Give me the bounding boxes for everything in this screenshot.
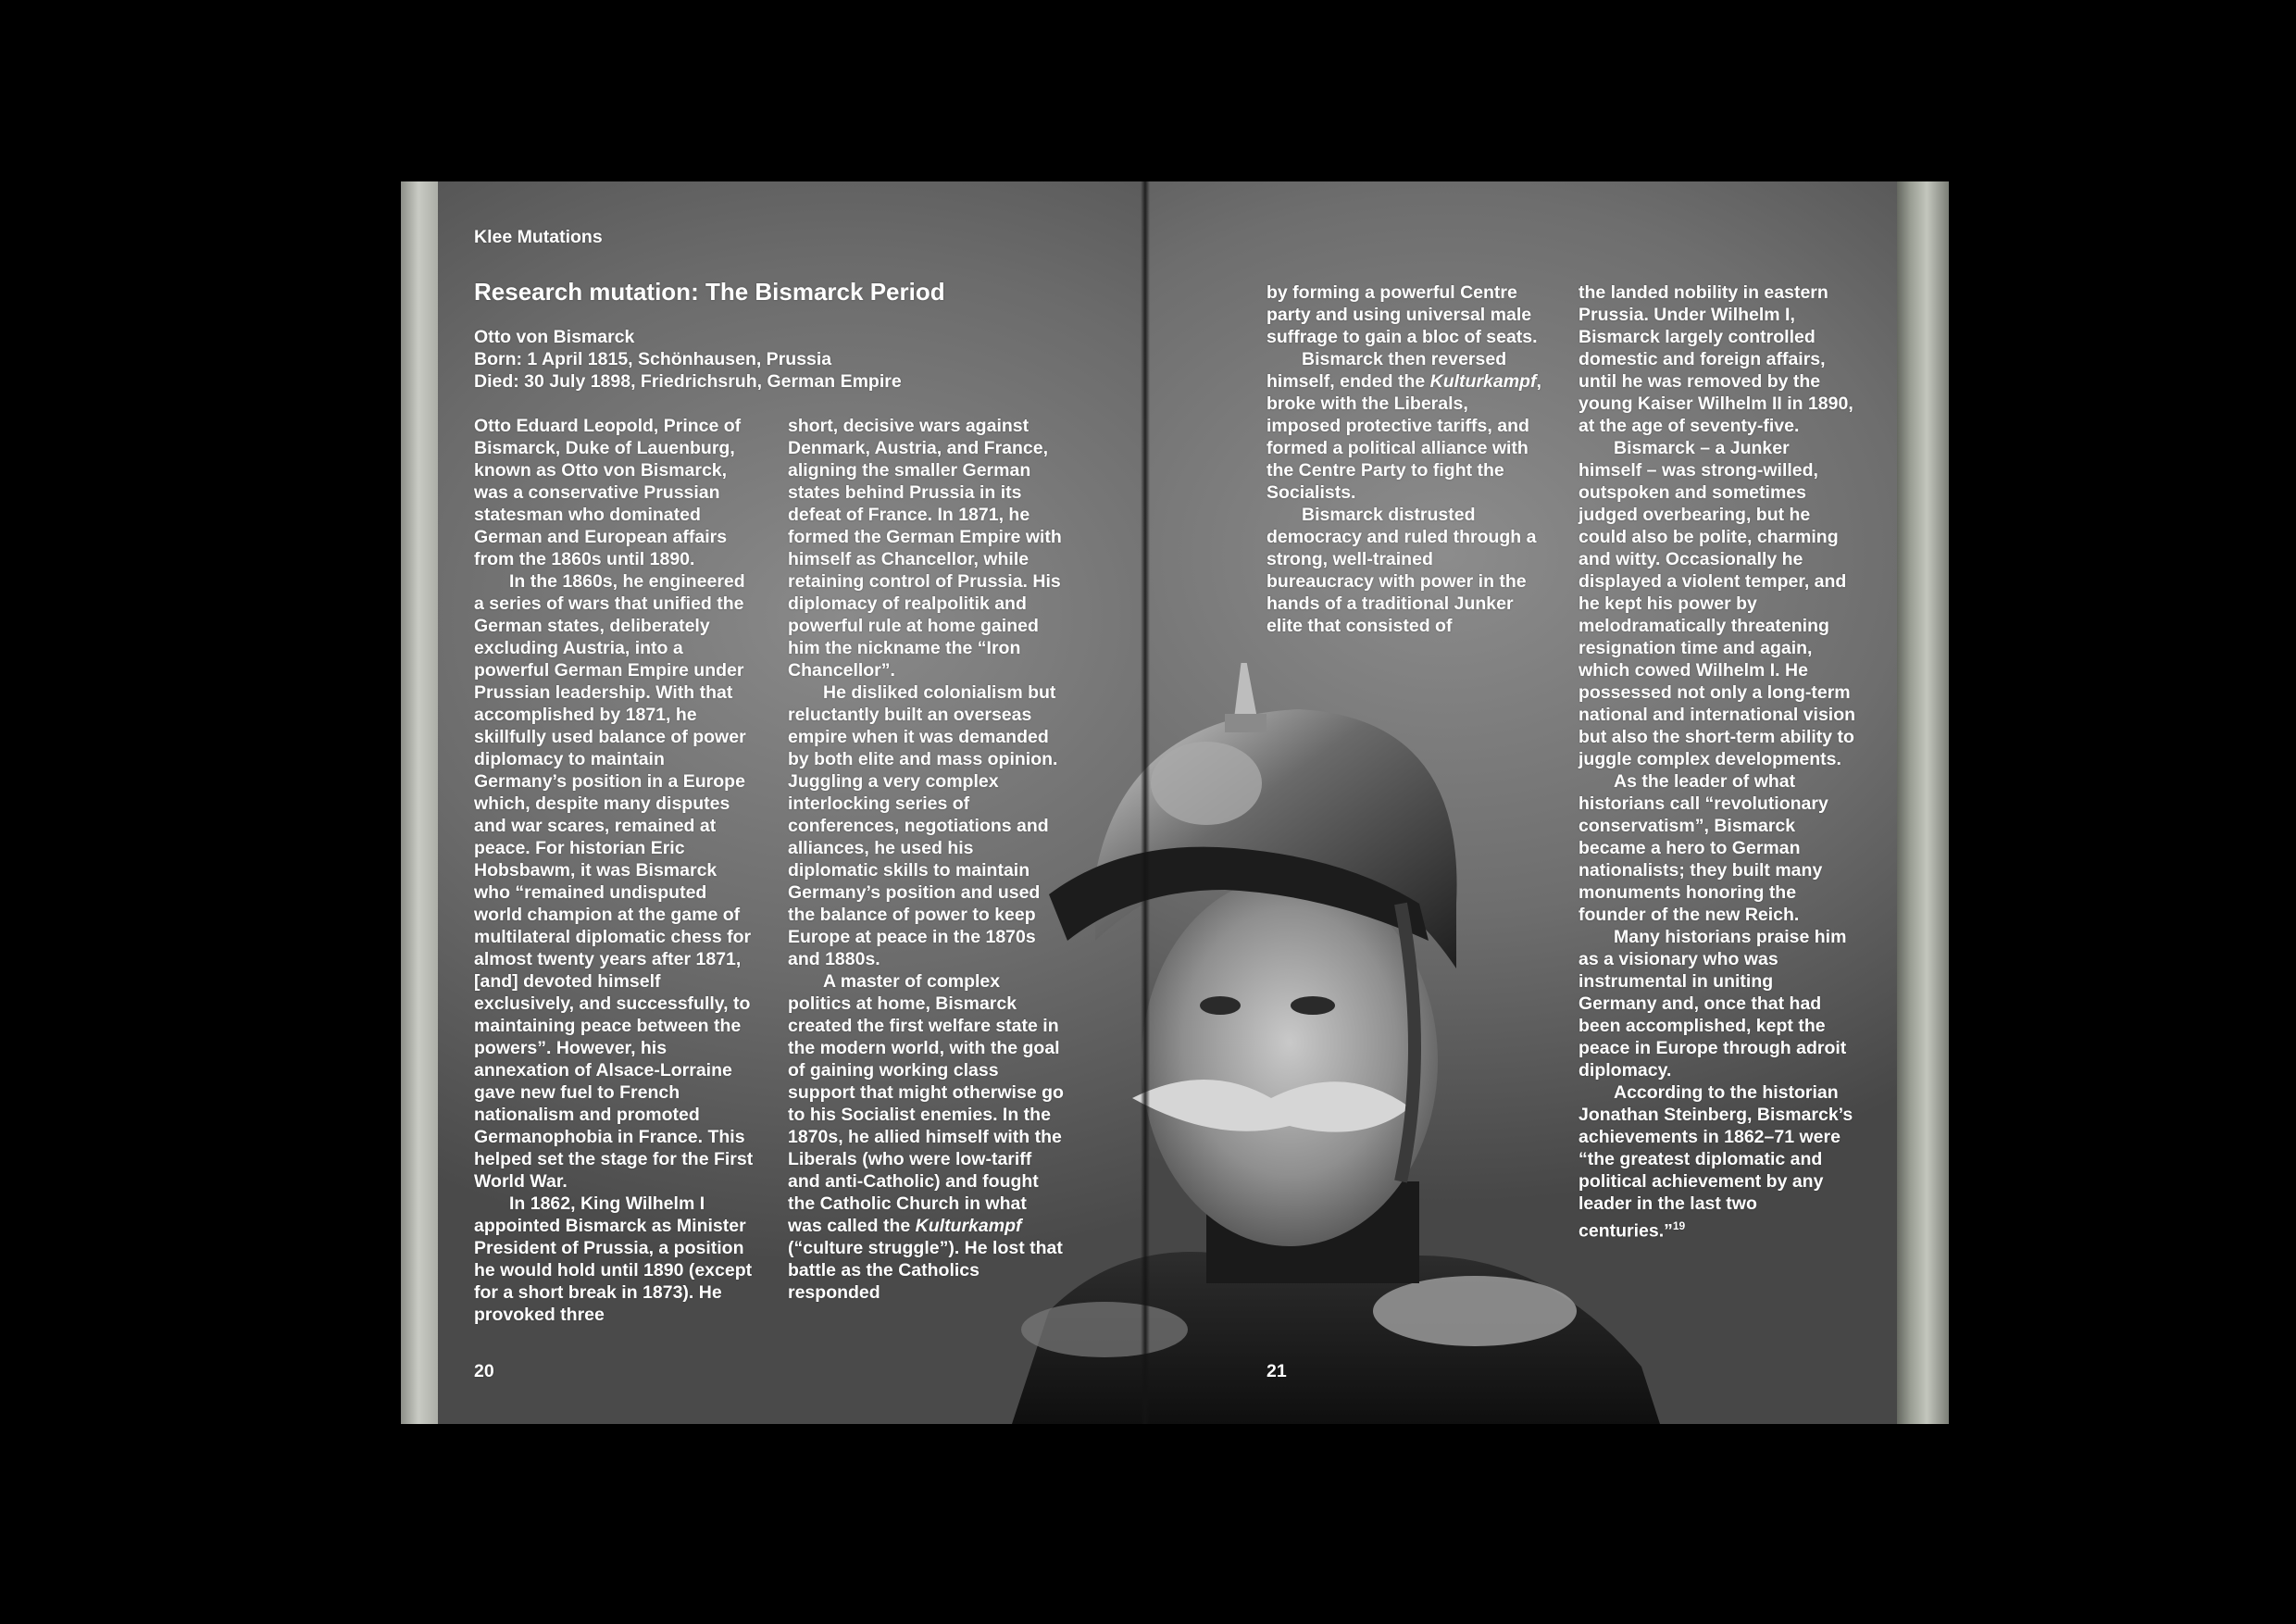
paragraph: short, decisive wars against Denmark, Austria, and France, aligning the smaller German states behind Prussia in its defeat of France. In 1871, he formed the German Empire with himself as Chancellor, while retaining control of Prussia. His diplomacy of realpolitik and powerful rule at home gained him the nickname the “Iron Chancellor”. — [788, 416, 1062, 681]
paragraph: He disliked colonialism but reluctantly built an overseas empire when it was demanded by both elite and mass opinion. Juggling a very complex interlocking series of conferences, negotiations and alliances, he used his diplomatic skills to maintain Germany’s position and used the balance of power to keep Europe at peace in the 1870s and 1880s. — [788, 682, 1058, 969]
paragraph — [1578, 1081, 1856, 1243]
paragraph-text: According to the historian Jonathan Steinberg, Bismarck’s achievements in 1862–71 were “the greatest diplomatic and political achievement by any leader in the last two centuries.” — [1578, 1082, 1853, 1242]
body-column-4 — [1578, 281, 1856, 1243]
running-head: Klee Mutations — [474, 227, 603, 247]
bio-born: Born: 1 April 1815, Schönhausen, Prussia — [474, 349, 832, 369]
paragraph — [788, 970, 1066, 1304]
paragraph-text: Bismarck then reversed himself, ended the — [1267, 349, 1507, 392]
italic-term: Kulturkampf — [915, 1216, 1022, 1236]
paragraph-text: A master of complex politics at home, Bismarck created the first welfare state in the modern world, with the goal of gaining working class support that might otherwise go to his Socialist enemies. In the 1870s, he allied himself with the Liberals (who were low-tariff and anti-Catholic) and fought the Catholic Church in what was called the — [788, 971, 1064, 1236]
page-number-right: 21 — [1267, 1361, 1287, 1381]
paragraph: Otto Eduard Leopold, Prince of Bismarck, Duke of Lauenburg, known as Otto von Bismarck, was a conservative Prussian statesman who dominated German and European affairs from the 1860s until 1890. — [474, 416, 742, 569]
body-column-2 — [788, 415, 1066, 1304]
body-column-1 — [474, 415, 754, 1326]
paragraph-text: (“culture struggle”). He lost that battle as the Catholics responded — [788, 1238, 1063, 1303]
left-page-edge — [401, 181, 440, 1424]
portrait-illustration — [993, 663, 1660, 1424]
open-book-spread — [401, 181, 1949, 1424]
paragraph: by forming a powerful Centre party and using universal male suffrage to gain a bloc of seats. — [1267, 282, 1538, 347]
paragraph: In 1862, King Wilhelm I appointed Bismarck as Minister President of Prussia, a position he would hold until 1890 (except for a short break in 1873). He provoked three — [474, 1193, 753, 1325]
bio-block — [474, 326, 992, 393]
body-column-3 — [1267, 281, 1544, 637]
paragraph: Bismarck – a Junker himself – was strong-willed, outspoken and sometimes judged overbearing, but he could also be polite, charming and witty. Occasionally he displayed a violent temper, and he kept his power by melodramatically threatening resignation time and again, which cowed Wilhelm I. He possessed not only a long-term national and international vision but also the short-term ability to juggle complex developments. — [1578, 438, 1856, 769]
footnote-marker: 19 — [1672, 1219, 1686, 1232]
paragraph: the landed nobility in eastern Prussia. Under Wilhelm I, Bismarck largely controlled domestic and foreign affairs, until he was removed by the young Kaiser Wilhelm II in 1890, at the age of seventy-five. — [1578, 282, 1853, 436]
paragraph — [1267, 348, 1544, 504]
paragraph: Bismarck distrusted democracy and ruled through a strong, well-trained bureaucracy with power in the hands of a traditional Junker elite that consisted of — [1267, 505, 1537, 636]
right-page-edge — [1894, 181, 1949, 1424]
section-title: Research mutation: The Bismarck Period — [474, 278, 945, 306]
paragraph-text: , broke with the Liberals, imposed protective tariffs, and formed a political alliance with the Centre Party to fight the Socialists. — [1267, 371, 1541, 503]
bio-name: Otto von Bismarck — [474, 327, 635, 347]
page-number-left: 20 — [474, 1361, 494, 1381]
paragraph: In the 1860s, he engineered a series of wars that unified the German states, deliberately excluding Austria, into a powerful German Empire under Prussian leadership. With that accomplished by 1871, he skillfully used balance of power diplomacy to maintain Germany’s position in a Europe which, despite many disputes and war scares, remained at peace. For historian Eric Hobsbawm, it was Bismarck who “remained undisputed world champion at the game of multilateral diplomatic chess for almost twenty years after 1871, [and] devoted himself exclusively, and successfully, to maintaining peace between the powers”. However, his annexation of Alsace-Lorraine gave new fuel to French nationalism and promoted Germanophobia in France. This helped set the stage for the First World War. — [474, 571, 754, 1192]
bio-died: Died: 30 July 1898, Friedrichsruh, German Empire — [474, 371, 902, 392]
paragraph: Many historians praise him as a visionary who was instrumental in uniting Germany and, once that had been accomplished, kept the peace in Europe through adroit diplomacy. — [1578, 927, 1847, 1081]
italic-term: Kulturkampf — [1429, 371, 1537, 392]
book-gutter — [1141, 181, 1150, 1424]
paragraph: As the leader of what historians call “revolutionary conservatism”, Bismarck became a hero to German nationalists; they built many monuments honoring the founder of the new Reich. — [1578, 771, 1828, 925]
